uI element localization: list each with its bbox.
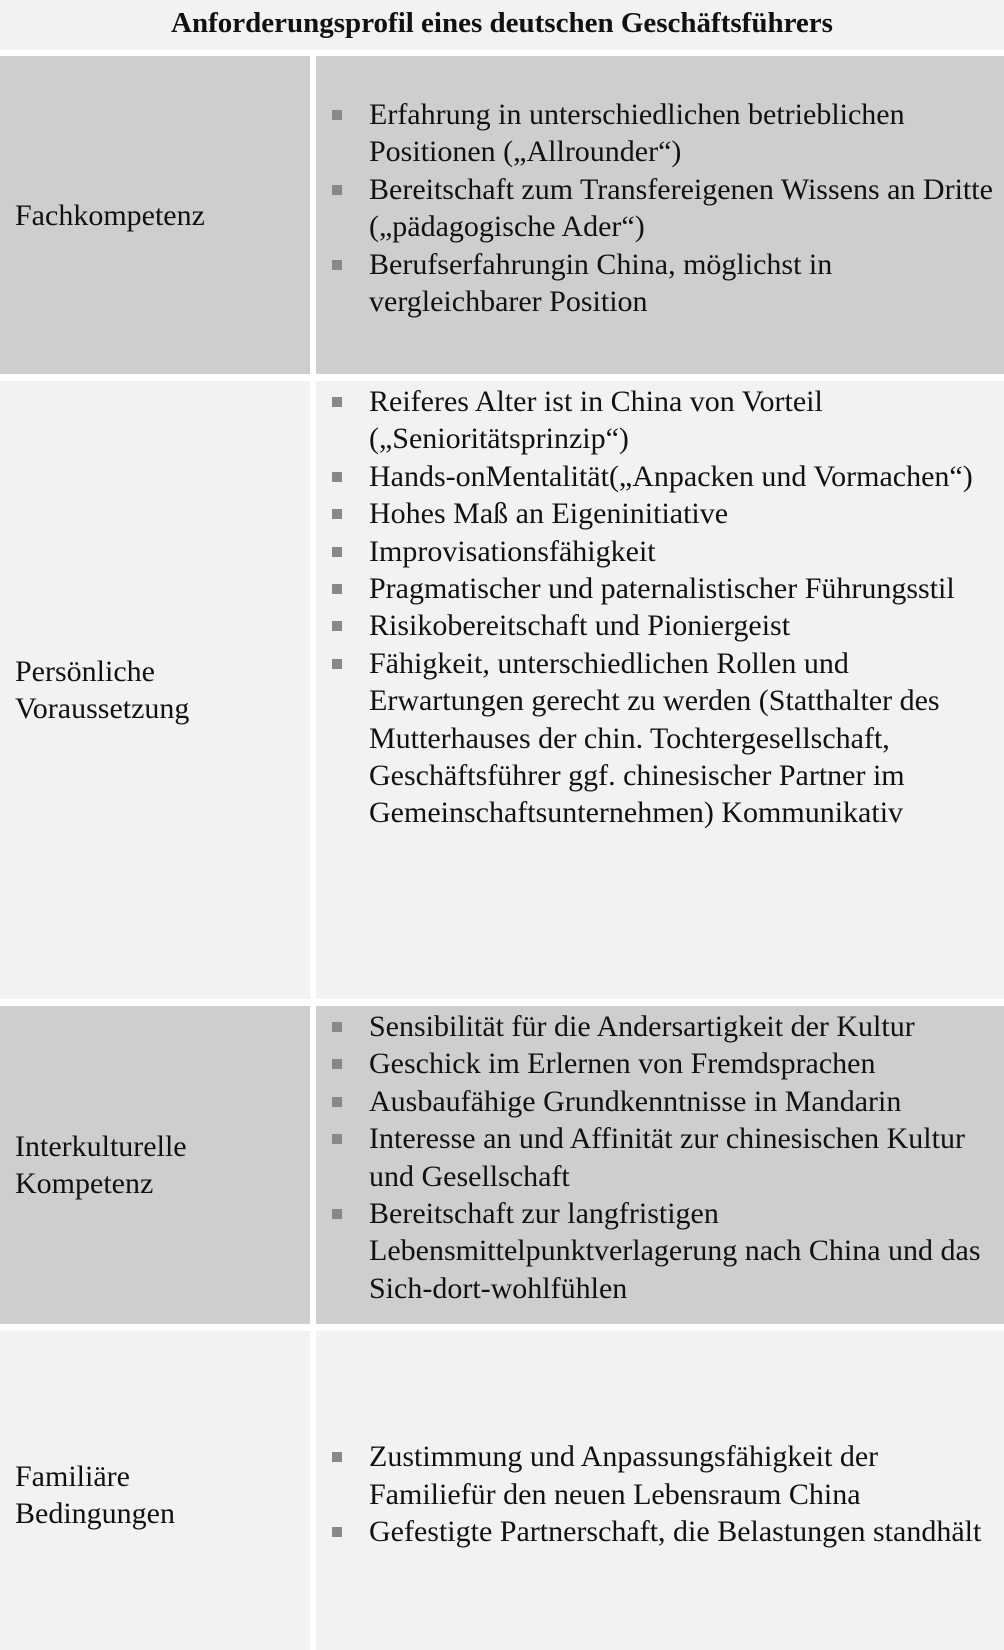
list-item: Interesse an und Affinität zur chinesischen Kultur und Gesellschaft [316, 1120, 1004, 1195]
square-bullet-icon [332, 1097, 342, 1107]
list-item: Pragmatischer und paternalistischer Führungsstil [316, 570, 1004, 607]
square-bullet-icon [332, 584, 342, 594]
list-item: Reiferes Alter ist in China von Vorteil („Senioritätsprinzip“) [316, 383, 1004, 458]
list-item: Hohes Maß an Eigeninitiative [316, 495, 1004, 532]
row-content-cell-fachkompetenz [316, 56, 1004, 374]
list-item: Zustimmung und Anpassungsfähigkeit der Familiefür den neuen Lebensraum China [316, 1438, 1004, 1513]
square-bullet-icon [332, 1452, 342, 1462]
square-bullet-icon [332, 472, 342, 482]
list-item: Geschick im Erlernen von Fremdsprachen [316, 1045, 1004, 1082]
row-label: Fachkompetenz [15, 198, 205, 232]
list-item: Gefestigte Partnerschaft, die Belastungen standhält [316, 1513, 1004, 1550]
bullet-list [316, 96, 1004, 320]
square-bullet-icon [332, 185, 342, 195]
row-content-cell-familiaere-bedingungen [316, 1331, 1004, 1650]
list-item: Ausbaufähige Grundkenntnisse in Mandarin [316, 1083, 1004, 1120]
square-bullet-icon [332, 547, 342, 557]
row-label: Persönliche Voraussetzung [15, 655, 190, 725]
square-bullet-icon [332, 621, 342, 631]
row-label: Familiäre Bedingungen [15, 1459, 175, 1530]
bullet-list [316, 1008, 1004, 1307]
list-item: Improvisationsfähigkeit [316, 533, 1004, 570]
bullet-list [316, 383, 1004, 832]
list-item: Erfahrung in unterschiedlichen betrieblichen Positionen („Allrounder“) [316, 96, 1004, 171]
square-bullet-icon [332, 1134, 342, 1144]
square-bullet-icon [332, 1209, 342, 1219]
list-item: Hands-onMentalität(„Anpacken und Vormachen“) [316, 458, 1004, 495]
row-label: Interkulturelle Kompetenz [15, 1130, 187, 1200]
bullet-list [316, 1438, 1004, 1550]
square-bullet-icon [332, 397, 342, 407]
table-title: Anforderungsprofil eines deutschen Geschäftsführers [0, 0, 1004, 50]
row-label-cell-fachkompetenz [0, 56, 310, 374]
list-item: Berufserfahrungin China, möglichst in vergleichbarer Position [316, 246, 1004, 321]
row-content-cell-interkulturelle-kompetenz [316, 1006, 1004, 1324]
square-bullet-icon [332, 260, 342, 270]
square-bullet-icon [332, 110, 342, 120]
square-bullet-icon [332, 1059, 342, 1069]
row-label-cell-persoenliche-voraussetzung [0, 381, 310, 999]
square-bullet-icon [332, 509, 342, 519]
square-bullet-icon [332, 659, 342, 669]
list-item: Bereitschaft zum Transfereigenen Wissens an Dritte („pädagogische Ader“) [316, 171, 1004, 246]
row-label-cell-interkulturelle-kompetenz [0, 1006, 310, 1324]
list-item: Bereitschaft zur langfristigen Lebensmittelpunktverlagerung nach China und das Sich-dort-wohlfühlen [316, 1195, 1004, 1307]
list-item: Risikobereitschaft und Pioniergeist [316, 607, 1004, 644]
list-item: Fähigkeit, unterschiedlichen Rollen und Erwartungen gerecht zu werden (Statthalter des Mutterhauses der chin. Tochtergesellschaft, Geschäftsführer ggf. chinesischer Partner im Gemeinschaftsunternehmen) Kommunikativ [316, 645, 1004, 832]
square-bullet-icon [332, 1527, 342, 1537]
list-item: Sensibilität für die Andersartigkeit der Kultur [316, 1008, 1004, 1045]
row-content-cell-persoenliche-voraussetzung [316, 381, 1004, 999]
row-label-cell-familiaere-bedingungen [0, 1331, 310, 1650]
square-bullet-icon [332, 1022, 342, 1032]
